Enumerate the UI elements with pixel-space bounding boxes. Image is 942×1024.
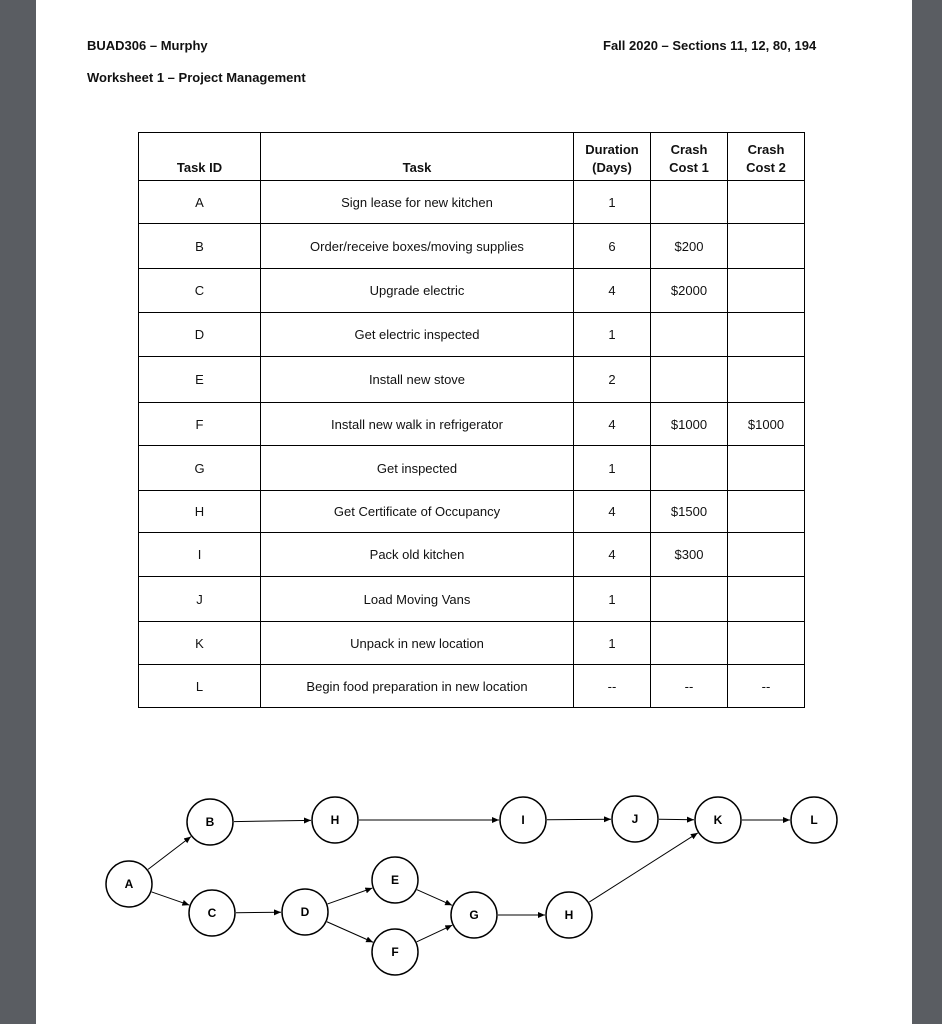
col-header-task-id: Task ID (139, 133, 261, 181)
duration-cell: 4 (574, 269, 651, 313)
node-g (451, 892, 497, 938)
edge-d-to-f (327, 922, 373, 943)
edge-d-to-e (328, 888, 373, 904)
node-c (189, 890, 235, 936)
project-network-diagram (36, 0, 912, 1024)
duration-cell: 2 (574, 357, 651, 403)
crash-cost-2-cell: -- (728, 665, 805, 708)
edge-h2-to-k (589, 833, 698, 902)
duration-cell: 1 (574, 622, 651, 665)
task-name-cell: Get inspected (261, 446, 574, 491)
col-header-duration: Duration (Days) (574, 133, 651, 181)
node-label: H (330, 813, 340, 827)
crash-cost-2-cell: $1000 (728, 403, 805, 446)
duration-cell: 1 (574, 313, 651, 357)
node-label: D (300, 905, 310, 919)
task-id-cell: A (139, 181, 261, 224)
worksheet-title: Worksheet 1 – Project Management (87, 70, 306, 85)
node-f (372, 929, 418, 975)
node-h2 (546, 892, 592, 938)
task-name-cell: Sign lease for new kitchen (261, 181, 574, 224)
node-label: C (207, 906, 217, 920)
node-label: G (469, 908, 479, 922)
task-id-cell: D (139, 313, 261, 357)
task-name-cell: Install new walk in refrigerator (261, 403, 574, 446)
crash-cost-1-cell: -- (651, 665, 728, 708)
node-i (500, 797, 546, 843)
task-id-cell: L (139, 665, 261, 708)
node-h1 (312, 797, 358, 843)
node-label: J (631, 812, 639, 826)
task-id-cell: K (139, 622, 261, 665)
edge-i-to-j (547, 819, 611, 820)
task-id-cell: I (139, 533, 261, 577)
col-header-crash-cost-2: Crash Cost 2 (728, 133, 805, 181)
duration-cell: 1 (574, 181, 651, 224)
crash-cost-1-cell: $2000 (651, 269, 728, 313)
task-name-cell: Pack old kitchen (261, 533, 574, 577)
node-b (187, 799, 233, 845)
task-id-cell: C (139, 269, 261, 313)
task-name-cell: Upgrade electric (261, 269, 574, 313)
node-label: B (205, 815, 215, 829)
task-id-cell: J (139, 577, 261, 622)
task-name-cell: Install new stove (261, 357, 574, 403)
node-label: K (713, 813, 723, 827)
duration-cell: 6 (574, 224, 651, 269)
task-id-cell: E (139, 357, 261, 403)
term-sections: Fall 2020 – Sections 11, 12, 80, 194 (603, 38, 817, 53)
node-label: L (810, 813, 818, 827)
node-k (695, 797, 741, 843)
crash-cost-1-cell: $1500 (651, 491, 728, 533)
col-header-crash-cost-1: Crash Cost 1 (651, 133, 728, 181)
node-label: A (124, 877, 134, 891)
edge-e-to-g (417, 890, 452, 906)
duration-cell: 4 (574, 491, 651, 533)
task-name-cell: Unpack in new location (261, 622, 574, 665)
crash-cost-1-cell: $200 (651, 224, 728, 269)
course-title: BUAD306 – Murphy (87, 38, 208, 53)
worksheet-page (36, 0, 912, 1024)
task-name-cell: Order/receive boxes/moving supplies (261, 224, 574, 269)
task-name-cell: Load Moving Vans (261, 577, 574, 622)
task-id-cell: B (139, 224, 261, 269)
node-label: H (564, 908, 574, 922)
duration-cell: 1 (574, 446, 651, 491)
node-a (106, 861, 152, 907)
duration-cell: 4 (574, 403, 651, 446)
col-header-task: Task (261, 133, 574, 181)
task-id-cell: G (139, 446, 261, 491)
duration-cell: 4 (574, 533, 651, 577)
task-name-cell: Get Certificate of Occupancy (261, 491, 574, 533)
node-e (372, 857, 418, 903)
crash-cost-1-cell: $1000 (651, 403, 728, 446)
node-j (612, 796, 658, 842)
edge-b-to-h1 (234, 820, 311, 821)
node-d (282, 889, 328, 935)
task-name-cell: Begin food preparation in new location (261, 665, 574, 708)
node-label: F (391, 945, 399, 959)
task-id-cell: H (139, 491, 261, 533)
edge-f-to-g (417, 925, 453, 942)
duration-cell: 1 (574, 577, 651, 622)
crash-cost-1-cell: $300 (651, 533, 728, 577)
duration-cell: -- (574, 665, 651, 708)
edge-a-to-b (148, 837, 191, 870)
edge-a-to-c (152, 892, 190, 905)
task-id-cell: F (139, 403, 261, 446)
task-name-cell: Get electric inspected (261, 313, 574, 357)
node-label: I (521, 813, 525, 827)
node-label: E (390, 873, 400, 887)
node-l (791, 797, 837, 843)
